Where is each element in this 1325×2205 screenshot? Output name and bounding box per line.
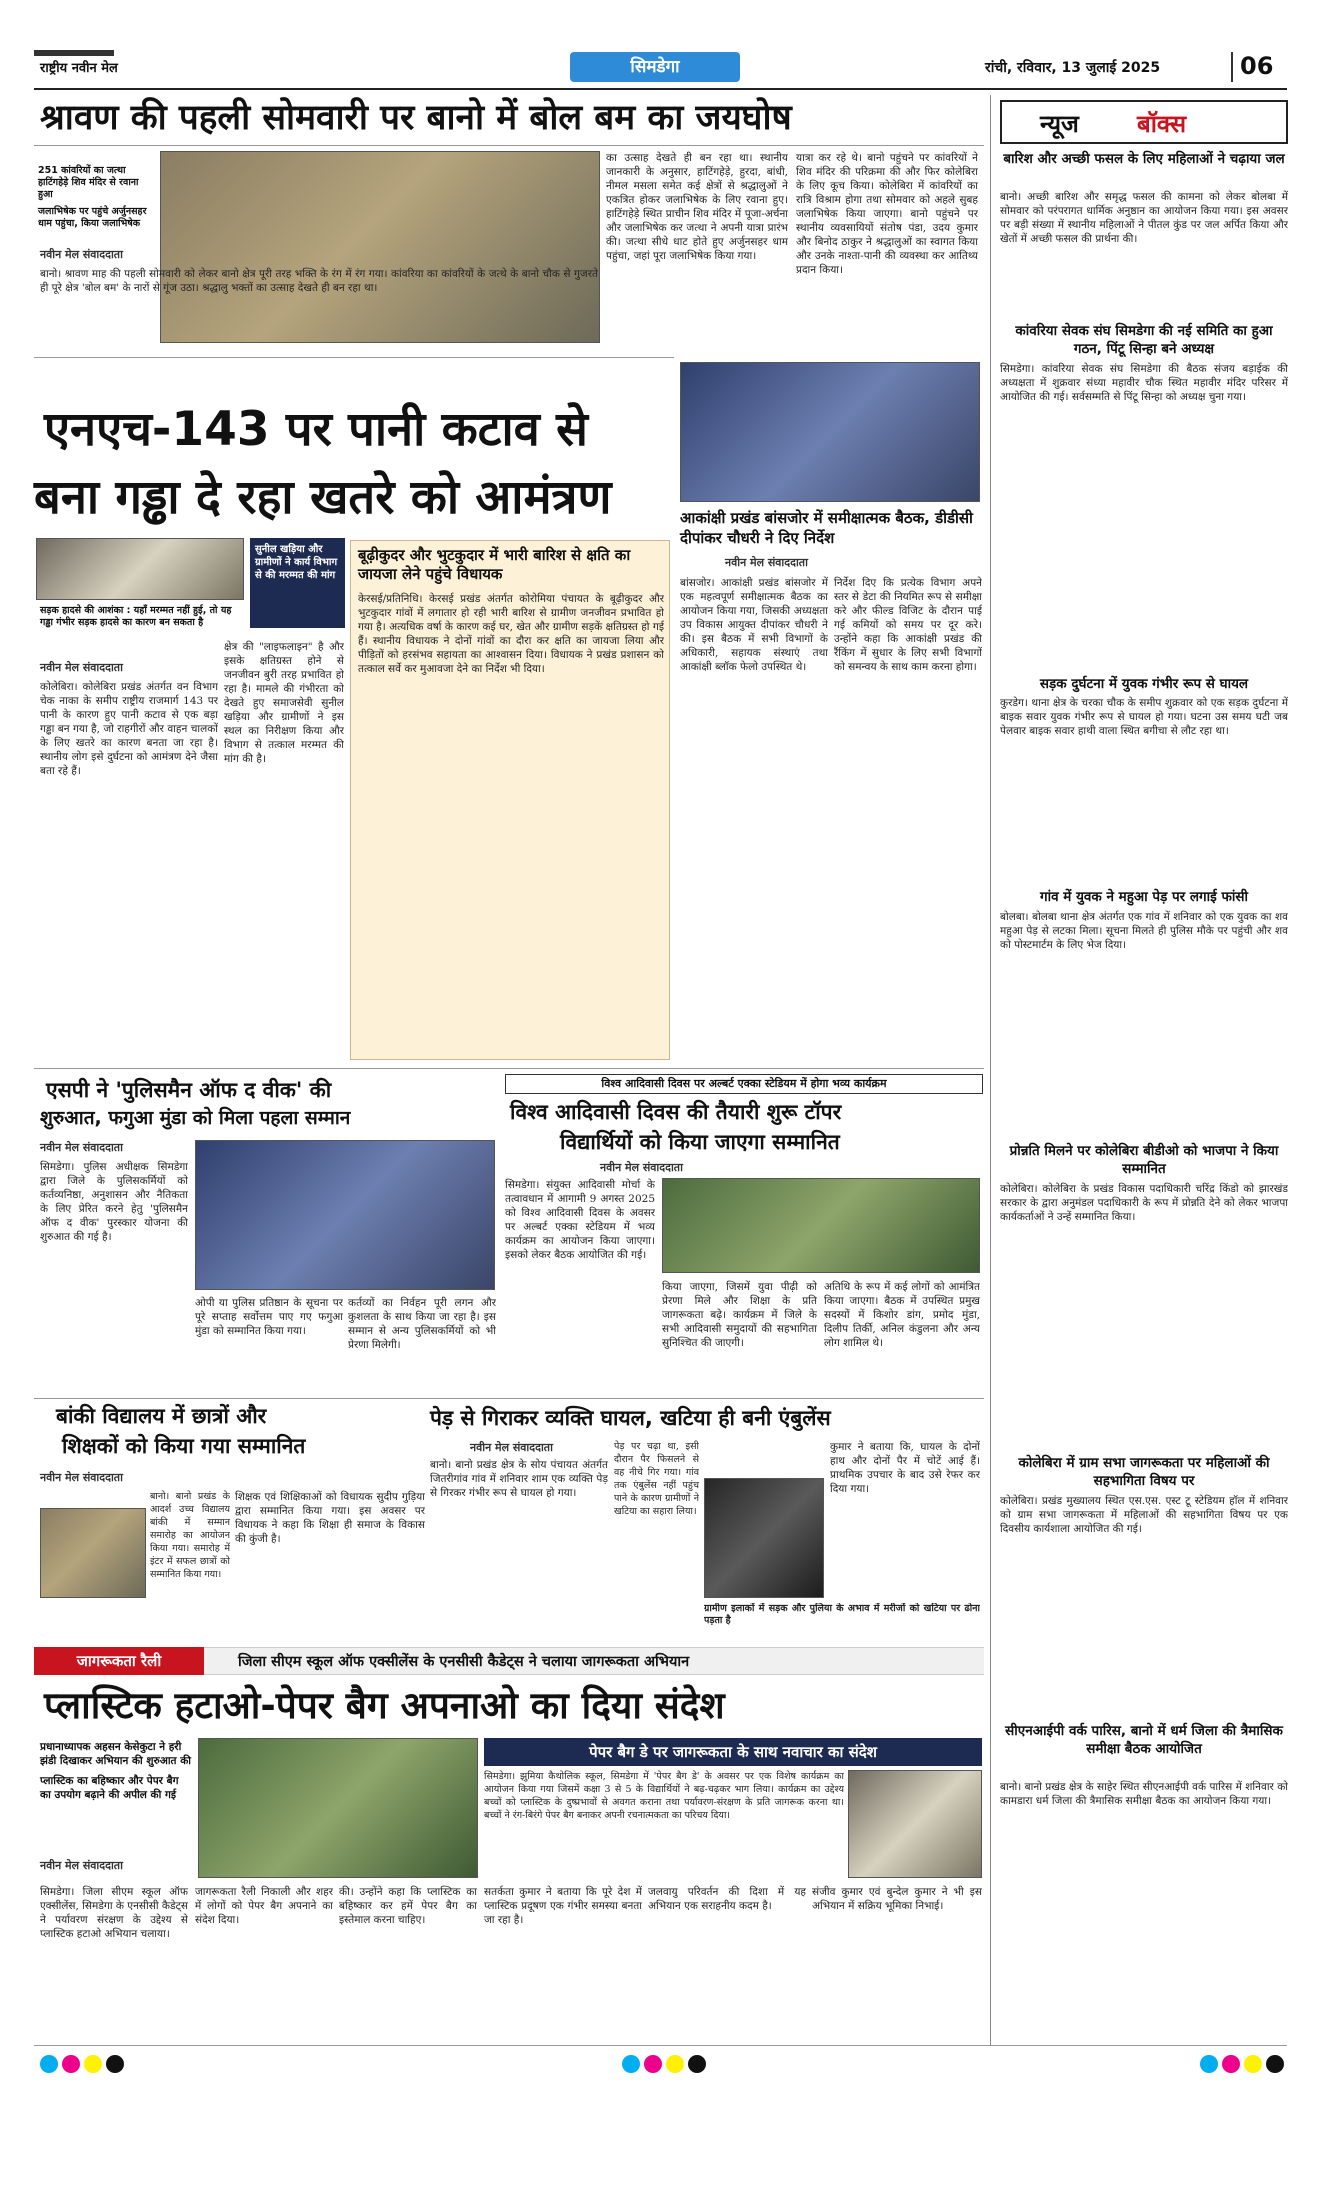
story2-headline-line2: बना गड्ढा दे रहा खतरे को आमंत्रण (34, 470, 612, 525)
story3-body: केरसई/प्रतिनिधि। केरसई प्रखंड अंतर्गत कोरोमिया पंचायत के बूढ़ीकुदर और भुटकुदार गांवों में लगातार हो रही भारी बारिश से ग्रामीण जनजीवन प्रभावित हो गया है। अत्यधिक वर्षा के कारण कई घर, खेत और ग्रामीण सड़कें क्षतिग्रस्त हो गई हैं। स्थानीय विधायक ने दोनों गांवों का दौरा कर क्षति का जायजा लिया और पीड़ितों को हरसंभव सहायता का आश्वासन दिया। विधायक ने प्रखंड प्रशासन को तत्काल सर्वे कर मुआवजा देने का निर्देश भी दिया। (358, 593, 664, 675)
black-mark (106, 2055, 124, 2073)
story7-headline-line1: बांकी विद्यालय में छात्रों और (56, 1404, 267, 1428)
bullet-item: प्लास्टिक का बहिष्कार और पेपर बैग का उपयोग बढ़ाने की अपील की गई (40, 1775, 179, 1801)
story6-body-col1: सिमडेगा। संयुक्त आदिवासी मोर्चा के तत्वावधान में आगामी 9 अगस्त 2025 को विश्व आदिवासी दिवस के अवसर पर अल्बर्ट एक्का स्टेडियम में भव्य कार्यक्रम का आयोजन किया जाएगा। इसको लेकर बैठक आयोजित की गई। (505, 1179, 655, 1261)
story8-byline: नवीन मेल संवाददाता (470, 1441, 553, 1454)
story2-byline: नवीन मेल संवाददाता (40, 661, 123, 674)
sidebar-item-2-headline: कांवरिया सेवक संघ सिमडेगा की नई समिति का हुआ गठन, पिंटू सिन्हा बने अध्यक्ष (1015, 323, 1273, 357)
sidebar-item-7-headline: सीएनआईपी वर्क पारिस, बानो में धर्म जिला की त्रैमासिक समीक्षा बैठक आयोजित (1005, 1723, 1283, 1757)
banner-text: जिला सीएम स्कूल ऑफ एक्सीलेंस के एनसीसी कैडेट्स ने चलाया जागरूकता अभियान (238, 1654, 690, 1670)
masthead-rule (34, 88, 1287, 90)
banner-bar (204, 1647, 984, 1675)
sidebar-item-1-body: बानो। अच्छी बारिश और समृद्ध फसल की कामना को लेकर बोलबा में सोमवार को परंपरागत धार्मिक अनुष्ठान का आयोजन किया गया। इस अवसर पर बड़ी संख्या में स्थानीय महिलाओं ने पीतल कुंड पर जल अर्पित किया और खेतों में अच्छी फसल की प्रार्थना की। (1000, 191, 1288, 245)
story2-sidebox-text: सुनील खड़िया और ग्रामीणों ने कार्य विभाग से की मरम्मत की मांग (255, 544, 338, 581)
cyan-mark (622, 2055, 640, 2073)
story6-photo-group (662, 1178, 980, 1273)
story3-headline: बूढ़ीकुदर और भुटकुदार में भारी बारिश से क्षति का जायजा लेने पहुंचे विधायक (358, 546, 631, 583)
footer-rule (34, 2045, 1287, 2046)
sidebar-item-3-body: कुरडेग। थाना क्षेत्र के चरका चौक के समीप शुक्रवार को एक सड़क दुर्घटना में बाइक सवार युवक गंभीर रूप से घायल हो गया। घटना उस समय घटी जब पेलवार बाइक सवार हाथी वाला स्थित बगीचा से लौट रहा था। (1000, 697, 1288, 737)
story9-body-col5: जलवायु परिवर्तन की दिशा में यह अभियान एक सराहनीय कदम है। (648, 1886, 806, 1912)
banner-label: जागरूकता रैली (76, 1652, 162, 1670)
story9-body-col3: की। उन्होंने कहा कि प्लास्टिक का बहिष्कार कर हमें पेपर बैग का इस्तेमाल करना चाहिए। (339, 1886, 477, 1926)
story1-byline: नवीन मेल संवाददाता (40, 248, 123, 261)
story7-byline: नवीन मेल संवाददाता (40, 1471, 123, 1484)
story6-headline-line2: विद्यार्थियों को किया जाएगा सम्मानित (560, 1130, 840, 1154)
story1-rule (34, 145, 984, 146)
story2-sidebox (250, 538, 345, 628)
story9-headline: प्लास्टिक हटाओ-पेपर बैग अपनाओ का दिया संदेश (44, 1684, 725, 1727)
story5-photo-award (195, 1140, 495, 1290)
story1-body-col1: बानो। श्रावण माह की पहली सोमवारी को लेकर बानो क्षेत्र पूरी तरह भक्ति के रंग में रंग गया। कांवरिया का कांवरियों के जत्थे के बानो चौक से गुजरते ही पूरे क्षेत्र 'बोल बम' के नारों से गूंज उठा। श्रद्धालु भक्तों का उत्साह देखते ही बन रहा था। (40, 268, 598, 294)
story9-body-col4: सतर्कता कुमार ने बताया कि पूरे देश में प्लास्टिक प्रदूषण एक गंभीर समस्या बनता जा रहा है। (484, 1886, 642, 1926)
cyan-mark (1200, 2055, 1218, 2073)
color-bar-right (1200, 2055, 1284, 2073)
story6-body-col2: किया जाएगा, जिसमें युवा पीढ़ी को प्रेरणा मिले और शिक्षा के प्रति जागरूकता बढ़े। कार्यक्रम में जिले के सभी आदिवासी समुदायों की सहभागिता सुनिश्चित की जाएगी। (662, 1281, 817, 1349)
story10-body: सिमडेगा। झुमिया कैथोलिक स्कूल, सिमडेगा में 'पेपर बैग डे' के अवसर पर एक विशेष कार्यक्रम का आयोजन किया गया जिसमें कक्षा 3 से 5 के विद्यार्थियों ने बढ़-चढ़कर भाग लिया। कार्यक्रम का उद्देश्य बच्चों को प्लास्टिक के दुष्प्रभावों से अवगत कराना तथा पर्यावरण-संरक्षण के प्रति जागरूक करना था। बच्चों ने रंग-बिरंगे पेपर बैग बनाकर अपनी रचनात्मकता का परिचय दिया। (484, 1771, 844, 1821)
masthead-divider (1231, 52, 1233, 82)
yellow-mark (666, 2055, 684, 2073)
color-bar-center (622, 2055, 706, 2073)
bullet-item: 251 कांवरियों का जत्था हाटिंगहेड़े शिव मंदिर से रवाना हुआ (38, 165, 139, 200)
story9-body-col1: सिमडेगा। जिला सीएम स्कूल ऑफ एक्सीलेंस, सिमडेगा के एनसीसी कैडेट्स ने पर्यावरण संरक्षण के उद्देश्य से प्लास्टिक हटाओ अभियान चलाया। (40, 1886, 188, 1940)
story9-byline: नवीन मेल संवाददाता (40, 1859, 123, 1872)
sidebar-item-4-headline: गांव में युवक ने महुआ पेड़ पर लगाई फांसी (1040, 889, 1248, 905)
black-mark (688, 2055, 706, 2073)
sidebar-title-2: बॉक्स (1137, 110, 1187, 138)
magenta-mark (644, 2055, 662, 2073)
sidebar-item-1-headline: बारिश और अच्छी फसल के लिए महिलाओं ने चढ़ाया जल (1003, 151, 1285, 167)
sidebar-item-4-body: बोलबा। बोलबा थाना क्षेत्र अंतर्गत एक गांव में शनिवार को एक युवक का शव महुआ पेड़ से लटका मिला। सूचना मिलते ही पुलिस मौके पर पहुंची और शव को पोस्टमार्टम के लिए भेज दिया। (1000, 911, 1288, 951)
story1-bullets (38, 165, 156, 230)
story6-headline-line1: विश्व आदिवासी दिवस की तैयारी शुरू टॉपर (510, 1100, 842, 1124)
story10-headline-bar (484, 1738, 982, 1766)
cyan-mark (40, 2055, 58, 2073)
story4-headline: आकांक्षी प्रखंड बांसजोर में समीक्षात्मक बैठक, डीडीसी दीपांकर चौधरी ने दिए निर्देश (680, 509, 973, 547)
sidebar-item-3-headline: सड़क दुर्घटना में युवक गंभीर रूप से घायल (1039, 676, 1249, 692)
color-bar-left (40, 2055, 124, 2073)
story4-body-col2: निर्देश दिए कि प्रत्येक विभाग अपने स्तर से डेटा की नियमित रूप से समीक्षा करे और फील्ड विजिट के दौरान पाई गई कमियों को समय पर दूर करे। उन्होंने कहा कि आकांक्षी प्रखंड की रैंकिंग में सुधार के लिए सभी विभागों को समन्वय के साथ काम करना होगा। (834, 577, 982, 673)
story2-caption-bullet: सड़क हादसे की आशंका : यहाँ मरम्मत नहीं हुई, तो यह गड्ढा गंभीर सड़क हादसे का कारण बन सकता है (40, 605, 232, 628)
story10-photo-kids (848, 1770, 982, 1878)
paper-name: राष्ट्रीय नवीन मेल (40, 61, 118, 76)
sidebar-divider (990, 95, 991, 2045)
story5-body-col1: सिमडेगा। पुलिस अधीक्षक सिमडेगा द्वारा जिले के पुलिसकर्मियों को कर्तव्यनिष्ठा, अनुशासन और नैतिकता के लिए प्रेरित करने हेतु 'पुलिसमैन ऑफ द वीक' पुरस्कार योजना की शुरुआत की गई है। (40, 1161, 188, 1243)
section-title: सिमडेगा (630, 57, 680, 77)
sidebar-title-1: न्यूज (1040, 110, 1079, 138)
story9-body-col2: जागरूकता रैली निकाली और शहर में लोगों को पेपर बैग अपनाने का संदेश दिया। (195, 1886, 333, 1926)
story4-byline: नवीन मेल संवाददाता (725, 556, 808, 569)
story6-body-col3: अतिथि के रूप में कई लोगों को आमंत्रित किया जाएगा। बैठक में उपस्थित प्रमुख सदस्यों में किशोर डांग, प्रमोद मुंडा, दिलीप तिर्की, अनिल कंडुलना और अन्य लोग शामिल थे। (824, 1281, 980, 1349)
story2-rule (34, 357, 674, 358)
page-number: 06 (1240, 52, 1274, 80)
sidebar-item-2-body: सिमडेगा। कांवरिया सेवक संघ सिमडेगा की बैठक संजय बड़ाईक की अध्यक्षता में शुक्रवार संध्या महावीर चौक स्थित महावीर मंदिर परिसर में आयोजित की गई। सर्वसम्मति से पिंटू सिन्हा को अध्यक्ष चुना गया। (1000, 363, 1288, 403)
sidebar-item-5-body: कोलेबिरा। कोलेबिरा के प्रखंड विकास पदाधिकारी चरिंद्र किंडो को झारखंड सरकार के द्वारा अनुमंडल पदाधिकारी के रूप में प्रोन्नति देने को लेकर भाजपा कार्यकर्ताओं ने उन्हें सम्मानित किया। (1000, 1183, 1288, 1223)
story7-headline-line2: शिक्षकों को किया गया सम्मानित (62, 1434, 306, 1458)
yellow-mark (84, 2055, 102, 2073)
magenta-mark (62, 2055, 80, 2073)
story8-caption: ग्रामीण इलाकों में सड़क और पुलिया के अभाव में मरीजों को खटिया पर ढोना पड़ता है (704, 1603, 980, 1626)
story4-body-col1: बांसजोर। आकांक्षी प्रखंड बांसजोर में एक महत्वपूर्ण समीक्षात्मक बैठक का आयोजन किया गया, जिसकी अध्यक्षता उप विकास आयुक्त दीपांकर चौधरी ने की। इस बैठक में सभी विभागों के अधिकारी, सहायक संस्थाएं तथा आकांक्षी ब्लॉक फेलो उपस्थित थे। (680, 577, 828, 673)
story9-photo-rally (198, 1738, 478, 1878)
sidebar-item-5-headline: प्रोन्नति मिलने पर कोलेबिरा बीडीओ को भाजपा ने किया सम्मानित (1009, 1143, 1279, 1177)
story8-body-col2: पेड़ पर चढ़ा था, इसी दौरान पैर फिसलने से वह नीचे गिर गया। गांव तक एंबुलेंस नहीं पहुंच पाने के कारण ग्रामीणों ने खटिया का सहारा लिया। (614, 1441, 699, 1517)
yellow-mark (1244, 2055, 1262, 2073)
story2-photo-pothole (36, 538, 244, 600)
story9-body-col6: संजीव कुमार एवं बुन्देल कुमार ने भी इस अभियान में सक्रिय भूमिका निभाई। (812, 1886, 982, 1912)
sidebar-title-box (1000, 100, 1288, 144)
story5-headline-line1: एसपी ने 'पुलिसमैन ऑफ द वीक' की (46, 1078, 332, 1102)
story7-body-col1: बानो। बानो प्रखंड के आदर्श उच्च विद्यालय बांकी में सम्मान समारोह का आयोजन किया गया। समारोह में इंटर में सफल छात्रों को सम्मानित किया गया। (150, 1491, 230, 1580)
story6-kicker-bar (505, 1074, 983, 1094)
story5-body-col2: ओपी या पुलिस प्रतिष्ठान के सूचना पर पूरे सप्ताह सर्वोत्तम पाए गए फगुआ मुंडा को सम्मानित किया गया। (195, 1297, 343, 1337)
story5-body-col3: कर्तव्यों का निर्वहन पूरी लगन और कुशलता के साथ किया जा रहा है। इस सम्मान से अन्य पुलिसकर्मियों को भी प्रेरणा मिलेगी। (348, 1297, 496, 1351)
banner-label-box (34, 1647, 204, 1675)
story7-rule (34, 1398, 984, 1399)
story6-byline: नवीन मेल संवाददाता (600, 1161, 683, 1174)
story7-body-col2: शिक्षक एवं शिक्षिकाओं को विधायक सुदीप गुड़िया द्वारा सम्मानित किया गया। इस अवसर पर विधायक ने कहा कि शिक्षा ही समाज के विकास की कुंजी है। (235, 1491, 425, 1545)
bullet-item: जलाभिषेक पर पहुंचे अर्जुनसहर धाम पहुंचा, किया जलाभिषेक (38, 206, 147, 229)
black-mark (1266, 2055, 1284, 2073)
story7-photo-ceremony (40, 1508, 146, 1598)
story2-body-col2: क्षेत्र की "लाइफलाइन" है और इसके क्षतिग्रस्त होने से जनजीवन बुरी तरह प्रभावित हो रहा है। मामले की गंभीरता को देखते हुए समाजसेवी सुनील खड़िया और ग्रामीणों ने इस स्थल का निरीक्षण किया और विभाग से तत्काल मरम्मत की मांग की है। (224, 641, 344, 765)
story5-byline: नवीन मेल संवाददाता (40, 1141, 123, 1154)
story1-body-col2: का उत्साह देखते ही बन रहा था। स्थानीय जानकारी के अनुसार, हाटिंगहेड़े, हुरदा, बांधी, नीमल मसला समेत कई क्षेत्रों से श्रद्धालुओं ने एकत्रित होकर जलाभिषेक के लिए रवाना हुए। हाटिंगहेड़े स्थित प्राचीन शिव मंदिर में पूजा-अर्चना और जलाभिषेक कर जत्था ने अपनी यात्रा प्रारंभ की। जत्था सीधे धाट होते हुए अर्जुनसहर धाम पहुंचा, जहां पूरा जलाभिषेक किया गया। (606, 152, 788, 262)
dateline: रांची, रविवार, 13 जुलाई 2025 (985, 60, 1161, 76)
masthead-left-rule (34, 50, 114, 56)
story1-body-col3: यात्रा कर रहे थे। बानो पहुंचने पर कांवरियों ने शिव मंदिर की परिक्रमा की और फिर कोलेबिरा के लिए कूच किया। कोलेबिरा में कांवरियों का रात्रि विश्राम होगा तथा सोमवार को अहले सुबह जलाभिषेक किया जाएगा। बानो पहुंचने पर स्थानीय व्यवसायियों संतोष पंडा, उदय कुमार और बिनोद ठाकुर ने श्रद्धालुओं का स्वागत किया और उनके नाश्ता-पानी की व्यवस्था कर आतिथ्य प्रदान किया। (796, 152, 978, 276)
story1-headline: श्रावण की पहली सोमवारी पर बानो में बोल बम का जयघोष (40, 98, 792, 138)
sidebar-item-6-headline: कोलेबिरा में ग्राम सभा जागरूकता पर महिलाओं की सहभागिता विषय पर (1018, 1455, 1270, 1489)
story5-headline-line2: शुरुआत, फगुआ मुंडा को मिला पहला सम्मान (40, 1107, 351, 1129)
story8-body-col3: कुमार ने बताया कि, घायल के दोनों हाथ और दोनों पैर में चोटें आई हैं। प्राथमिक उपचार के बाद उसे रेफर कर दिया गया। (830, 1441, 980, 1495)
sidebar-item-7-body: बानो। बानो प्रखंड क्षेत्र के साहेर स्थित सीएनआईपी वर्क पारिस में शनिवार को कामडारा धर्म जिला की त्रैमासिक समीक्षा बैठक का आयोजन किया गया। (1000, 1781, 1288, 1807)
section-tab (570, 52, 740, 82)
bullet-item: प्रधानाध्यापक अहसन केसेकुटा ने हरी झंडी दिखाकर अभियान की शुरुआत की (40, 1741, 191, 1767)
story2-headline-line1: एनएच-143 पर पानी कटाव से (44, 402, 588, 457)
magenta-mark (1222, 2055, 1240, 2073)
story10-headline: पेपर बैग डे पर जागरूकता के साथ नवाचार का संदेश (589, 1743, 877, 1761)
story4-photo-meeting (680, 362, 980, 502)
sidebar-item-6-body: कोलेबिरा। प्रखंड मुख्यालय स्थित एस.एस. एस्ट टू स्टेडियम हॉल में शनिवार को ग्राम सभा जागरूकता में महिलाओं की सहभागिता विषय पर एक दिवसीय कार्यशाला आयोजित की गई। (1000, 1495, 1288, 1535)
story6-kicker: विश्व आदिवासी दिवस पर अल्बर्ट एक्का स्टेडियम में होगा भव्य कार्यक्रम (601, 1077, 887, 1090)
story8-body-col1: बानो। बानो प्रखंड क्षेत्र के सोय पंचायत अंतर्गत जितरीगांव गांव में शनिवार शाम एक व्यक्ति पेड़ से गिरकर गंभीर रूप से घायल हो गया। (430, 1459, 608, 1499)
story9-bullets (40, 1740, 192, 1802)
story5-rule (34, 1068, 984, 1069)
story8-photo-cot (704, 1478, 824, 1598)
story8-headline: पेड़ से गिराकर व्यक्ति घायल, खटिया ही बनी एंबुलेंस (430, 1406, 831, 1430)
story2-body-col1: कोलेबिरा। कोलेबिरा प्रखंड अंतर्गत वन विभाग चेक नाका के समीप राष्ट्रीय राजमार्ग 143 पर पानी के कारण हुए पानी कटाव से एक बड़ा गड्ढा बन गया है, जो राहगीरों और वाहन चालकों के लिए खतरे का कारण बनता जा रहा है। स्थानीय लोग इसे दुर्घटना को आमंत्रण देने जैसा बता रहे हैं। (40, 681, 218, 777)
